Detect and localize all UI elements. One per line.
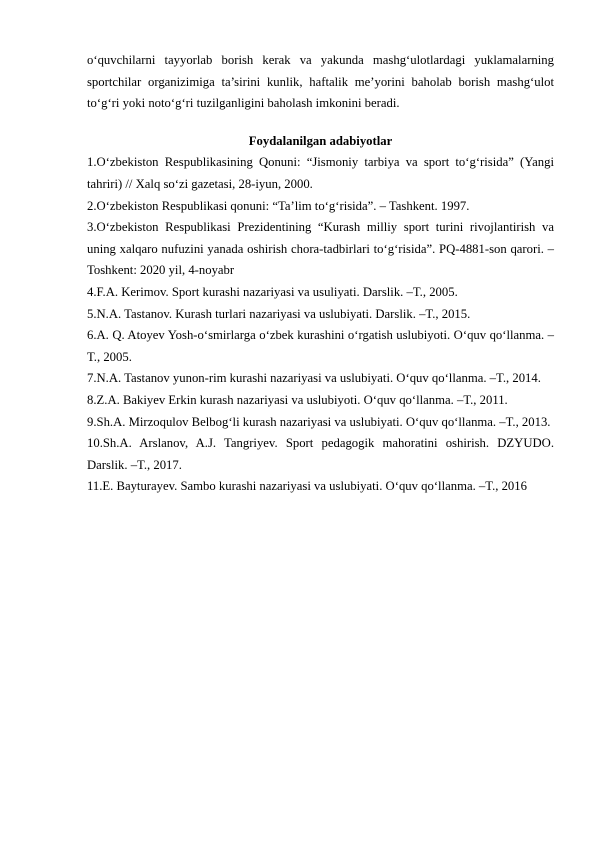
reference-item: 3.O‘zbekiston Respublikasi Prezidentining “Kurash milliy sport turini rivojlantirish va uning xalqaro nufuzini yanada oshirish chora-tadbirlari to‘g‘risida”. PQ-4881-son qarori. – Toshkent: 2020 yil, 4-noyabr [87, 220, 554, 278]
reference-item: 9.Sh.A. Mirzoqulov Belbog‘li kurash nazariyasi va uslubiyati. O‘quv qo‘llanma. –T., 2013. [87, 414, 551, 429]
reference-item: 7.N.A. Tastanov yunon-rim kurashi nazariyasi va uslubiyati. O‘quv qo‘llanma. –T., 2014. [87, 371, 541, 386]
reference-list [87, 152, 554, 498]
intro-paragraph: o‘quvchilarni tayyorlab borish kerak va yakunda mashg‘ulotlardagi yuklamalarning sportchilar organizimiga ta’sirini kunlik, haftalik me’yorini baholab borish mashg‘ulot to‘g‘ri yoki noto‘g‘ri tuzilganligini baholash imkonini beradi. [87, 53, 554, 111]
reference-item: 4.F.A. Kerimov. Sport kurashi nazariyasi va usuliyati. Darslik. –T., 2005. [87, 284, 458, 299]
document-page [87, 50, 554, 498]
reference-item: 10.Sh.A. Arslanov, A.J. Tangriyev. Sport pedagogik mahoratini oshirish. DZYUDO. Darslik. –T., 2017. [87, 436, 554, 472]
references-heading: Foydalanilgan adabiyotlar [248, 133, 393, 148]
reference-item: 11.E. Bayturayev. Sambo kurashi nazariyasi va uslubiyati. O‘quv qo‘llanma. –T., 2016 [87, 479, 527, 494]
reference-item: 6.A. Q. Atoyev Yosh-o‘smirlarga o‘zbek kurashini o‘rgatish uslubiyoti. O‘quv qo‘llanma. –T., 2005. [87, 328, 554, 364]
reference-item: 1.O‘zbekiston Respublikasining Qonuni: “Jismoniy tarbiya va sport to‘g‘risida” (Yangi tahriri) // Xalq so‘zi gazetasi, 28-iyun, 2000. [87, 155, 554, 191]
reference-item: 5.N.A. Tastanov. Kurash turlari nazariyasi va uslubiyati. Darslik. –T., 2015. [87, 306, 471, 321]
reference-item: 8.Z.A. Bakiyev Erkin kurash nazariyasi va uslubiyoti. O‘quv qo‘llanma. –T., 2011. [87, 392, 508, 407]
reference-item: 2.O‘zbekiston Respublikasi qonuni: “Ta’lim to‘g‘risida”. – Tashkent. 1997. [87, 198, 470, 213]
